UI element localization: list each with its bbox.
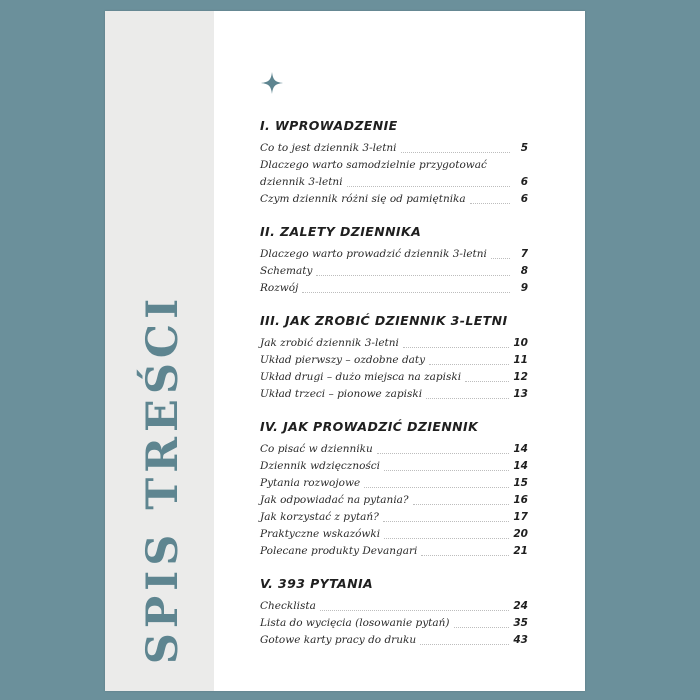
dot-leader — [470, 203, 510, 204]
toc-entry-label: Układ trzeci – pionowe zapiski — [260, 388, 423, 400]
dot-leader — [364, 487, 509, 488]
dot-leader — [383, 521, 510, 522]
toc-entry[interactable] — [260, 246, 528, 263]
toc-entry[interactable] — [260, 598, 528, 615]
dot-leader — [384, 470, 509, 471]
toc-page-number: 21 — [513, 545, 528, 557]
toc-page-number: 14 — [513, 443, 528, 455]
toc-page-number: 43 — [513, 634, 528, 646]
toc-page-number: 10 — [513, 337, 528, 349]
toc-entry-label: Co to jest dziennik 3-letni — [260, 142, 397, 154]
dot-leader — [413, 504, 510, 505]
toc-entry[interactable] — [260, 263, 528, 280]
dot-leader — [403, 347, 509, 348]
toc-entry[interactable] — [260, 386, 528, 403]
toc-entry-label: Dlaczego warto samodzielnie przygotować — [260, 159, 487, 171]
toc-entry[interactable] — [260, 280, 528, 297]
toc-entry-line — [260, 157, 528, 174]
toc-entry[interactable] — [260, 174, 528, 191]
section-title: I. WPROWADZENIE — [260, 118, 398, 133]
toc-entry-label: Jak korzystać z pytań? — [260, 511, 379, 523]
dot-leader — [491, 258, 510, 259]
toc-entry[interactable] — [260, 191, 528, 208]
dot-leader — [320, 610, 510, 611]
toc-entry[interactable] — [260, 492, 528, 509]
toc-page-number: 12 — [513, 371, 528, 383]
section-title: III. JAK ZROBIĆ DZIENNIK 3-LETNI — [260, 313, 508, 328]
side-band — [105, 11, 214, 691]
toc-entry[interactable] — [260, 615, 528, 632]
toc-entry[interactable] — [260, 352, 528, 369]
section-title: IV. JAK PROWADZIĆ DZIENNIK — [260, 419, 479, 434]
dot-leader — [421, 555, 509, 556]
dot-leader — [401, 152, 510, 153]
toc-page-number: 35 — [513, 617, 528, 629]
toc-page-number: 5 — [520, 142, 528, 154]
toc-section — [260, 312, 528, 403]
toc-entry-label: Pytania rozwojowe — [260, 477, 361, 489]
dot-leader — [302, 292, 510, 293]
toc-entry[interactable] — [260, 458, 528, 475]
toc-entry-label: Układ drugi – dużo miejsca na zapiski — [260, 371, 462, 383]
toc-page-number: 11 — [513, 354, 528, 366]
four-point-star-icon — [261, 72, 283, 94]
document-page — [105, 11, 585, 691]
toc-section — [260, 575, 528, 649]
toc-entry-label: dziennik 3-letni — [260, 176, 343, 188]
dot-leader — [465, 381, 509, 382]
toc-page-number: 13 — [513, 388, 528, 400]
dot-leader — [377, 453, 510, 454]
dot-leader — [384, 538, 509, 539]
toc-page-number: 16 — [513, 494, 528, 506]
toc-entry[interactable] — [260, 543, 528, 560]
toc-entry-label: Co pisać w dzienniku — [260, 443, 373, 455]
toc-entry[interactable] — [260, 526, 528, 543]
toc-page-number: 15 — [513, 477, 528, 489]
toc-entry-label: Dziennik wdzięczności — [260, 460, 381, 472]
dot-leader — [429, 364, 509, 365]
toc-entry-label: Układ pierwszy – ozdobne daty — [260, 354, 426, 366]
toc-entry[interactable] — [260, 369, 528, 386]
toc-page-number: 6 — [520, 193, 528, 205]
table-of-contents — [260, 117, 528, 664]
toc-page-number: 14 — [513, 460, 528, 472]
toc-page-number: 17 — [513, 511, 528, 523]
toc-entry-label: Jak zrobić dziennik 3-letni — [260, 337, 399, 349]
toc-entry-label: Czym dziennik różni się od pamiętnika — [260, 193, 466, 205]
toc-entry-label: Dlaczego warto prowadzić dziennik 3-letni — [260, 248, 487, 260]
toc-section — [260, 117, 528, 208]
toc-entry[interactable] — [260, 441, 528, 458]
toc-entry-label: Gotowe karty pracy do druku — [260, 634, 417, 646]
toc-page-number: 6 — [520, 176, 528, 188]
dot-leader — [316, 275, 510, 276]
toc-entry[interactable] — [260, 335, 528, 352]
toc-entry-label: Praktyczne wskazówki — [260, 528, 381, 540]
toc-entry[interactable] — [260, 475, 528, 492]
side-title: SPIS TREŚCI — [138, 293, 188, 665]
toc-page-number: 8 — [520, 265, 528, 277]
toc-page-number: 7 — [520, 248, 528, 260]
toc-entry-label: Lista do wycięcia (losowanie pytań) — [260, 617, 450, 629]
toc-section — [260, 418, 528, 560]
toc-page-number: 20 — [513, 528, 528, 540]
dot-leader — [454, 627, 510, 628]
dot-leader — [426, 398, 509, 399]
toc-entry-label: Polecane produkty Devangari — [260, 545, 418, 557]
toc-entry[interactable] — [260, 140, 528, 157]
toc-entry-label: Rozwój — [260, 282, 299, 294]
toc-entry[interactable] — [260, 632, 528, 649]
toc-entry-label: Jak odpowiadać na pytania? — [260, 494, 409, 506]
section-title: V. 393 PYTANIA — [260, 576, 374, 591]
section-title: II. ZALETY DZIENNIKA — [260, 224, 422, 239]
toc-entry-label: Checklista — [260, 600, 316, 612]
toc-page-number: 24 — [513, 600, 528, 612]
dot-leader — [347, 186, 510, 187]
dot-leader — [420, 644, 509, 645]
toc-section — [260, 223, 528, 297]
toc-page-number: 9 — [520, 282, 528, 294]
toc-entry[interactable] — [260, 509, 528, 526]
toc-entry-label: Schematy — [260, 265, 313, 277]
